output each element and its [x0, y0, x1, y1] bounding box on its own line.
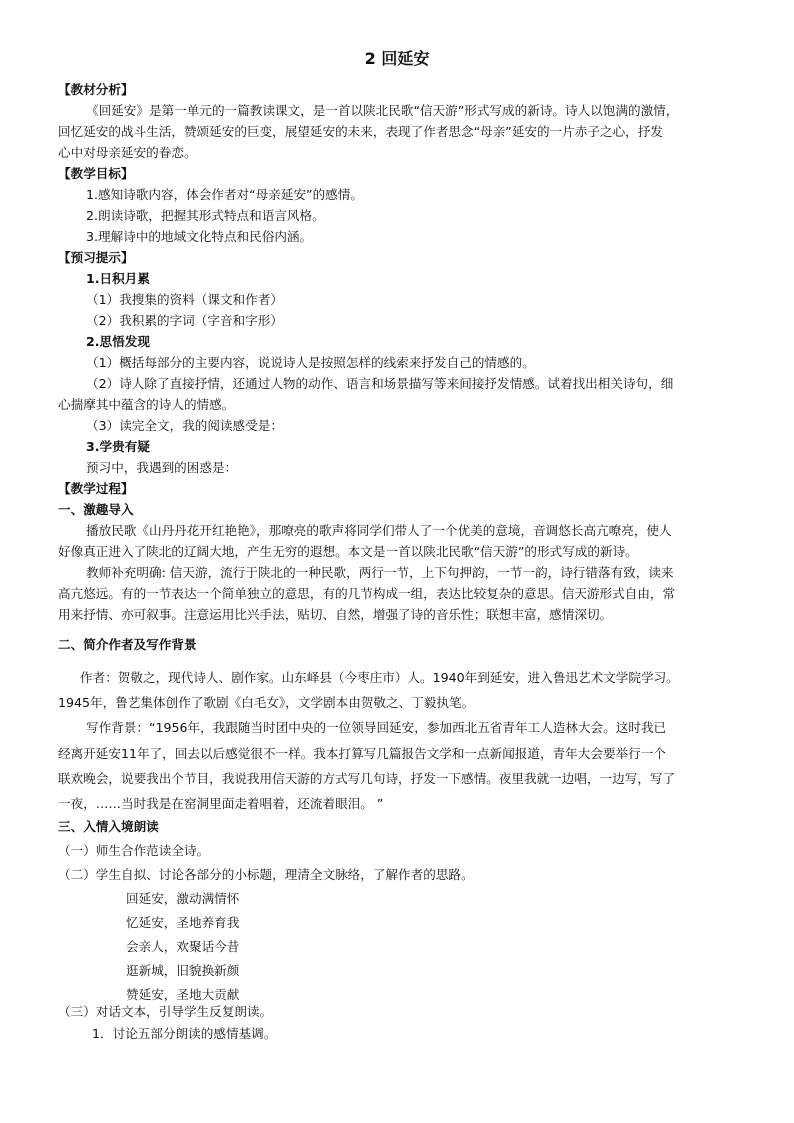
text-line: （2）诗人除了直接抒情，还通过人物的动作、语言和场景描写等来间接抒发情感。试着找出相关诗句，细 [86, 376, 674, 391]
section-heading: 2.思悟发现 [86, 334, 150, 349]
text-line: 教师补充明确: 信天游，流行于陕北的一种民歌，两行一节，上下句押韵，一节一韵，诗行错落有致，读来 [86, 565, 674, 580]
text-line: 联欢晚会，说要我出个节目，我说我用信天游的方式写几句诗，抒发一下感情。夜里我就一边唱，一边写，写了 [58, 771, 676, 786]
text-line: 作者：贺敬之，现代诗人、剧作家。山东峄县（今枣庄市）人。1940年到延安，进入鲁迅艺术文学院学习。 [80, 670, 679, 685]
text-line: 心揣摩其中蕴含的诗人的情感。 [58, 397, 235, 412]
section-heading: 【教学过程】 [58, 481, 134, 496]
text-line: 1945年，鲁艺集体创作了歌剧《白毛女》，文学剧本由贺敬之、丁毅执笔。 [58, 695, 475, 710]
text-line: （二）学生自拟、讨论各部分的小标题，理清全文脉络，了解作者的思路。 [58, 867, 474, 882]
section-heading: 一、激趣导入 [58, 502, 134, 517]
text-line: （三）对话文本，引导学生反复朗读。 [58, 1004, 273, 1019]
text-line: 写作背景：“1956年，我跟随当时团中央的一位领导回延安，参加西北五省青年工人造林大会。这时我已 [86, 720, 667, 735]
section-heading: 1.日积月累 [86, 271, 150, 286]
text-line: 1．讨论五部分朗读的感情基调。 [92, 1026, 277, 1041]
section-heading: 【预习提示】 [58, 250, 134, 265]
text-line: （3）读完全文，我的阅读感受是： [86, 418, 283, 433]
text-line: 逛新城，旧貌换新颜 [126, 963, 240, 978]
text-line: 一夜，……当时我是在窑洞里面走着唱着，还流着眼泪。 ” [58, 796, 384, 811]
text-line: 预习中，我遇到的困惑是： [86, 460, 238, 475]
text-line: 高亢悠远。有的一节表达一个简单独立的意思，有的几节构成一组，表达比较复杂的意思。信天游形式自由，常 [58, 586, 676, 601]
text-line: （1）我搜集的资料（课文和作者） [86, 292, 283, 307]
section-heading: 3.学贵有疑 [86, 439, 150, 454]
text-line: 2.朗读诗歌，把握其形式特点和语言风格。 [86, 208, 325, 223]
text-line: （1）概括每部分的主要内容，说说诗人是按照怎样的线索来抒发自己的情感的。 [86, 355, 535, 370]
text-line: 用来抒情、亦可叙事。注意运用比兴手法，贴切、自然，增强了诗的音乐性；联想丰富，感情深切。 [58, 607, 613, 622]
text-line: 《回延安》是第一单元的一篇教读课文，是一首以陕北民歌“信天游”形式写成的新诗。诗人以饱满的激情， [86, 103, 679, 118]
text-line: 1.感知诗歌内容，体会作者对“母亲延安”的感情。 [86, 187, 363, 202]
text-line: 心中对母亲延安的眷恋。 [58, 145, 197, 160]
text-line: （一）师生合作范读全诗。 [58, 843, 210, 858]
text-line: 好像真正进入了陕北的辽阔大地，产生无穷的遐想。本文是一首以陕北民歌“信天游”的形式写成的新诗。 [58, 544, 638, 559]
text-line: 会亲人，欢聚话今昔 [126, 939, 240, 954]
text-line: 忆延安，圣地养育我 [126, 915, 240, 930]
text-line: 回延安，激动满情怀 [126, 891, 240, 906]
section-heading: 三、入情入境朗读 [58, 819, 159, 834]
section-heading: 【教材分析】 [58, 82, 134, 97]
page-title: 2 回延安 [364, 49, 430, 68]
text-line: 3.理解诗中的地域文化特点和民俗内涵。 [86, 229, 313, 244]
section-heading: 【教学目标】 [58, 166, 134, 181]
text-line: 赞延安，圣地大贡献 [126, 987, 240, 1002]
section-heading: 二、简介作者及写作背景 [58, 637, 197, 652]
text-line: （2）我积累的字词（字音和字形） [86, 313, 283, 328]
text-line: 回忆延安的战斗生活，赞颂延安的巨变，展望延安的未来，表现了作者思念“母亲”延安的一片赤子之心，抒发 [58, 124, 663, 139]
text-line: 播放民歌《山丹丹花开红艳艳》，那嘹亮的歌声将同学们带人了一个优美的意境，音调悠长高亢嘹亮，使人 [86, 523, 672, 538]
text-line: 经离开延安11年了，回去以后感觉很不一样。我本打算写几篇报告文学和一点新闻报道，青年大会要举行一个 [58, 746, 666, 761]
